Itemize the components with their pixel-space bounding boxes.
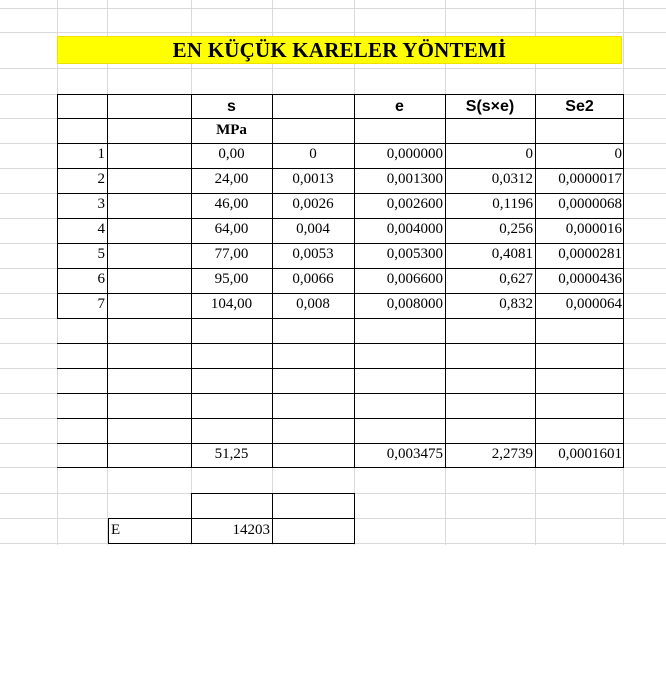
cell-eps-row-1[interactable]: 0 — [309, 146, 317, 162]
cell-e-row-1[interactable]: 0,000000 — [386, 146, 443, 162]
cell-e-row-6[interactable]: 0,006600 — [386, 271, 443, 287]
cell-e-row-2[interactable]: 0,001300 — [386, 171, 443, 187]
cell-se2-row-2[interactable]: 0,0000017 — [558, 171, 622, 187]
table-border — [57, 368, 624, 369]
table-border — [57, 118, 624, 119]
cell-s-row-7[interactable]: 104,00 — [210, 296, 253, 312]
total-se2[interactable]: 0,0001601 — [558, 446, 622, 462]
table-border — [535, 94, 536, 468]
cell-se2-row-7[interactable]: 0,000064 — [565, 296, 622, 312]
cell-s-row-3[interactable]: 46,00 — [214, 196, 249, 212]
header-e[interactable]: e — [395, 98, 404, 115]
cell-sxe-row-6[interactable]: 0,627 — [499, 271, 533, 287]
table-border — [57, 467, 624, 468]
cell-s-row-2[interactable]: 24,00 — [214, 171, 249, 187]
total-s[interactable]: 51,25 — [214, 446, 249, 462]
cell-eps-row-3[interactable]: 0,0026 — [292, 196, 334, 212]
table-border — [57, 193, 624, 194]
cell-n-row-1[interactable]: 1 — [97, 146, 105, 162]
cell-s-row-1[interactable]: 0,00 — [218, 146, 245, 162]
cell-sxe-row-1[interactable]: 0 — [525, 146, 533, 162]
table-border — [57, 94, 58, 319]
cell-sxe-row-5[interactable]: 0,4081 — [491, 246, 533, 262]
table-border — [623, 94, 624, 468]
cell-n-row-6[interactable]: 6 — [97, 271, 105, 287]
cell-n-row-4[interactable]: 4 — [97, 221, 105, 237]
title-banner: EN KÜÇÜK KARELER YÖNTEMİ — [57, 36, 622, 64]
table-border — [57, 218, 624, 219]
gridline-h — [0, 68, 666, 69]
modulus-label[interactable]: E — [111, 522, 121, 538]
cell-se2-row-3[interactable]: 0,0000068 — [558, 196, 622, 212]
table-border — [57, 168, 624, 169]
cell-eps-row-7[interactable]: 0,008 — [296, 296, 330, 312]
cell-eps-row-4[interactable]: 0,004 — [296, 221, 330, 237]
table-border — [108, 518, 355, 519]
table-border — [272, 94, 273, 468]
cell-e-row-5[interactable]: 0,005300 — [386, 246, 443, 262]
table-border — [57, 94, 624, 95]
cell-se2-row-4[interactable]: 0,000016 — [565, 221, 622, 237]
table-border — [108, 518, 109, 544]
table-border — [57, 343, 624, 344]
table-border — [57, 443, 624, 444]
total-sxe[interactable]: 2,2739 — [491, 446, 533, 462]
cell-eps-row-6[interactable]: 0,0066 — [292, 271, 334, 287]
table-border — [57, 143, 624, 144]
cell-sxe-row-2[interactable]: 0,0312 — [491, 171, 533, 187]
cell-se2-row-1[interactable]: 0 — [614, 146, 622, 162]
gridline-h — [0, 8, 666, 9]
table-border — [191, 493, 355, 494]
cell-se2-row-6[interactable]: 0,0000436 — [558, 271, 622, 287]
cell-sxe-row-3[interactable]: 0,1196 — [492, 196, 533, 212]
cell-se2-row-5[interactable]: 0,0000281 — [558, 246, 622, 262]
total-e[interactable]: 0,003475 — [386, 446, 443, 462]
gridline-h — [0, 32, 666, 33]
cell-s-row-6[interactable]: 95,00 — [214, 271, 249, 287]
cell-e-row-3[interactable]: 0,002600 — [386, 196, 443, 212]
cell-eps-row-5[interactable]: 0,0053 — [292, 246, 334, 262]
table-border — [445, 94, 446, 468]
table-border — [354, 493, 355, 544]
table-border — [57, 418, 624, 419]
table-border — [57, 268, 624, 269]
table-border — [108, 543, 355, 544]
table-border — [191, 94, 192, 468]
header-se2[interactable]: Se2 — [565, 98, 594, 115]
table-border — [354, 94, 355, 468]
table-border — [57, 293, 624, 294]
cell-sxe-row-7[interactable]: 0,832 — [499, 296, 533, 312]
cell-n-row-3[interactable]: 3 — [97, 196, 105, 212]
cell-e-row-7[interactable]: 0,008000 — [386, 296, 443, 312]
cell-eps-row-2[interactable]: 0,0013 — [292, 171, 334, 187]
modulus-value[interactable]: 14203 — [232, 522, 270, 538]
cell-sxe-row-4[interactable]: 0,256 — [499, 221, 533, 237]
table-border — [57, 243, 624, 244]
table-border — [191, 493, 192, 544]
header-sxe[interactable]: S(s×e) — [465, 98, 515, 115]
table-border — [57, 393, 624, 394]
cell-n-row-2[interactable]: 2 — [97, 171, 105, 187]
header-s[interactable]: s — [227, 98, 236, 115]
cell-s-row-4[interactable]: 64,00 — [214, 221, 249, 237]
unit-mpa[interactable]: MPa — [216, 122, 247, 138]
table-border — [107, 94, 108, 468]
table-border — [272, 493, 273, 544]
cell-n-row-7[interactable]: 7 — [97, 296, 105, 312]
table-border — [57, 318, 624, 319]
cell-s-row-5[interactable]: 77,00 — [214, 246, 249, 262]
cell-e-row-4[interactable]: 0,004000 — [386, 221, 443, 237]
cell-n-row-5[interactable]: 5 — [97, 246, 105, 262]
